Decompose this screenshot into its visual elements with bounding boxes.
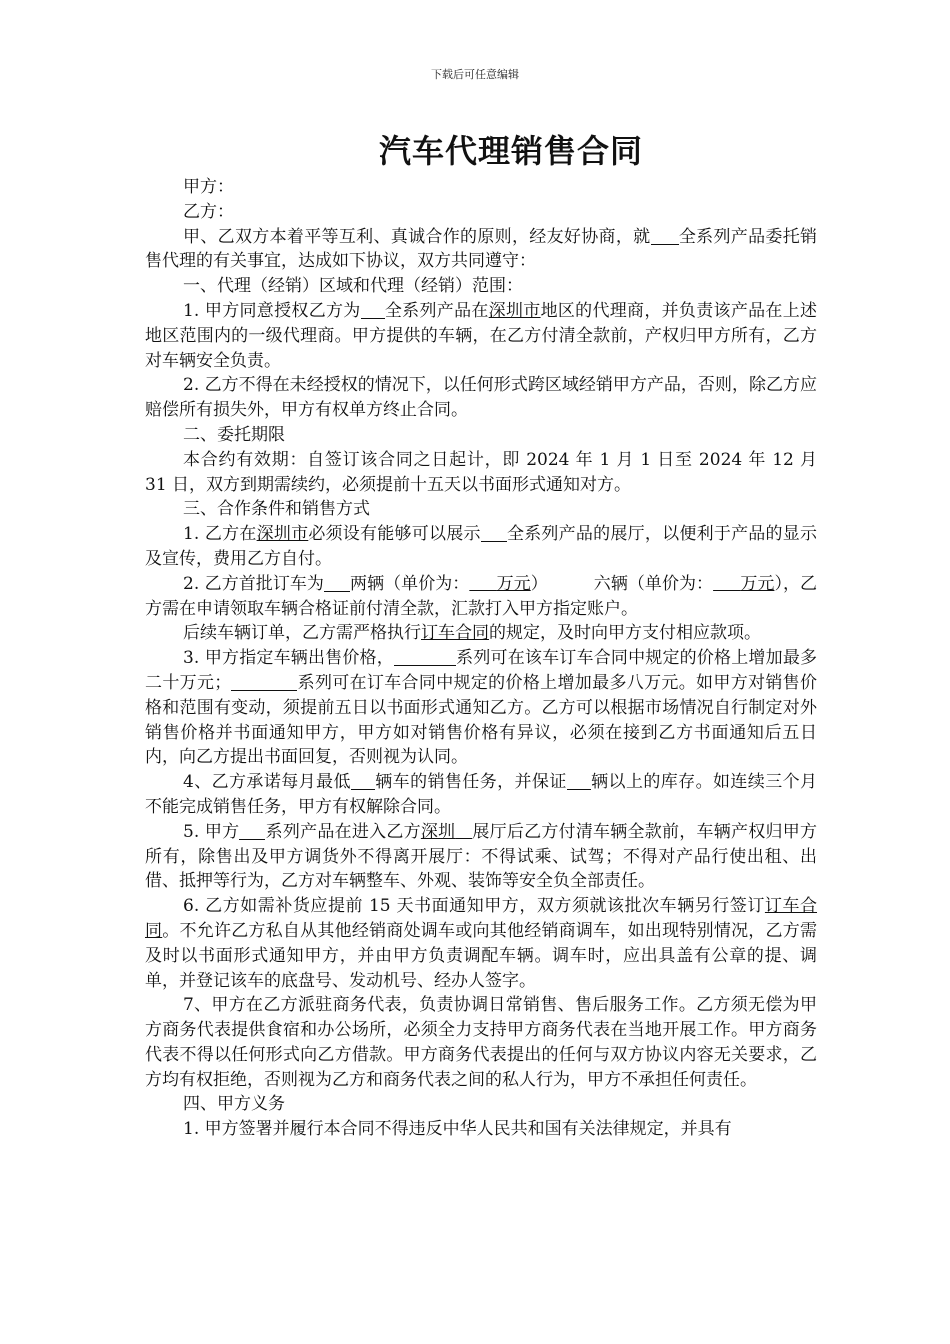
clause-3-5: 5. 甲方 系列产品在进入乙方深圳 展厅后乙方付清车辆全款前，车辆产权归甲方所有，除售出及甲方调货外不得离开展厅：不得试乘、试驾；不得对产品行使出租、出借、抵押等行为，乙方对车辆整车、外观、装饰等安全负全部责任。 [145,821,818,892]
blank-field [481,524,507,542]
order-contract-link: 订车合同 [421,623,489,644]
clause-3-2-followup: 后续车辆订单，乙方需严格执行订车合同的规定，及时向甲方支付相应款项。 [183,623,761,644]
contract-body [145,175,817,1142]
price-field-2: 万元 [740,573,775,594]
intro-paragraph: 甲、乙双方本着平等互利、真诚合作的原则，经友好协商，就 全系列产品委托销售代理的有关事宜，达成如下协议，双方共同遵守： [145,226,818,272]
blank-field [351,772,375,790]
section-2-heading: 二、委托期限 [183,424,285,445]
section-3-heading: 三、合作条件和销售方式 [183,499,370,520]
clause-1-1: 1. 甲方同意授权乙方为 全系列产品在深圳市地区的代理商，并负责该产品在上述地区范围内的一级代理商。甲方提供的车辆，在乙方付清全款前，产权归甲方所有，乙方对车辆安全负责。 [145,300,818,371]
blank-field [394,648,456,666]
blank-field [567,772,591,790]
blank-field [324,574,350,592]
clause-3-3: 3. 甲方指定车辆出售价格， 系列可在该车订车合同中规定的价格上增加最多二十万元； 系列可在订车合同中规定的价格上增加最多八万元。如甲方对销售价格和范围有变动，须提前五日以书面形式通知乙方。乙方可以根据市场情况自行制定对外销售价格并书面通知甲方，甲方如对销售价格有异议，必须在接到乙方书面通知后五日内，向乙方提出书面回复，否则视为认同。 [145,648,818,768]
order-contract-link: 订车合同 [145,896,818,941]
blank-field [651,227,679,245]
price-field-1: 万元 [496,573,531,594]
blank-field [231,673,297,691]
clause-3-4: 4、乙方承诺每月最低 辆车的销售任务，并保证 辆以上的库存。如连续三个月不能完成销售任务，甲方有权解除合同。 [145,772,817,817]
region-text: 深圳市 [256,524,309,545]
party-b-line: 乙方： [183,201,234,222]
section-1-heading: 一、代理（经销）区域和代理（经销）范围： [183,276,523,297]
blank-field [361,301,385,319]
clause-3-1: 1. 乙方在深圳市必须设有能够可以展示 全系列产品的展厅，以便利于产品的显示及宣传，费用乙方自付。 [145,524,818,569]
region-text: 深圳市 [488,300,541,321]
clause-1-2: 2. 乙方不得在未经授权的情况下，以任何形式跨区域经销甲方产品，否则，除乙方应赔偿所有损失外，甲方有权单方终止合同。 [145,375,817,421]
document-title: 汽车代理销售合同 [378,132,643,170]
clause-3-6: 6. 乙方如需补货应提前 15 天书面通知甲方，双方须就该批次车辆另行签订订车合同。不允许乙方私自从其他经销商处调车或向其他经销商调车，如出现特别情况，乙方需及时以书面形式通知甲方，并由甲方负责调配车辆。调车时，应出具盖有公章的提、调单，并登记该车的底盘号、发动机号、经办人签字。 [145,896,818,991]
blank-field [239,822,265,840]
clause-2-1: 本合约有效期：自签订该合同之日起计，即 2024 年 1 月 1 日至 2024 年 12 月 31 日，双方到期需续约，必须提前十五天以书面形式通知对方。 [145,449,817,495]
party-a-line: 甲方： [183,177,234,197]
clause-4-1: 1. 甲方签署并履行本合同不得违反中华人民共和国有关法律规定，并具有 [183,1119,732,1140]
page-header: 下载后可任意编辑 [431,68,519,81]
section-4-heading: 四、甲方义务 [183,1094,285,1115]
region-text: 深圳 [420,821,456,842]
clause-3-7: 7、甲方在乙方派驻商务代表，负责协调日常销售、售后服务工作。乙方须无偿为甲方商务代表提供食宿和办公场所，必须全力支持甲方商务代表在当地开展工作。甲方商务代表不得以任何形式向乙方借款。甲方商务代表提出的任何与双方协议内容无关要求，乙方均有权拒绝，否则视为乙方和商务代表之间的私人行为，甲方不承担任何责任。 [145,995,817,1090]
clause-3-2: 2. 乙方首批订车为 两辆（单价为： 万元） 六辆（单价为： 万元），乙方需在申请领取车辆合格证前付清全款，汇款打入甲方指定账户。 [145,573,818,619]
